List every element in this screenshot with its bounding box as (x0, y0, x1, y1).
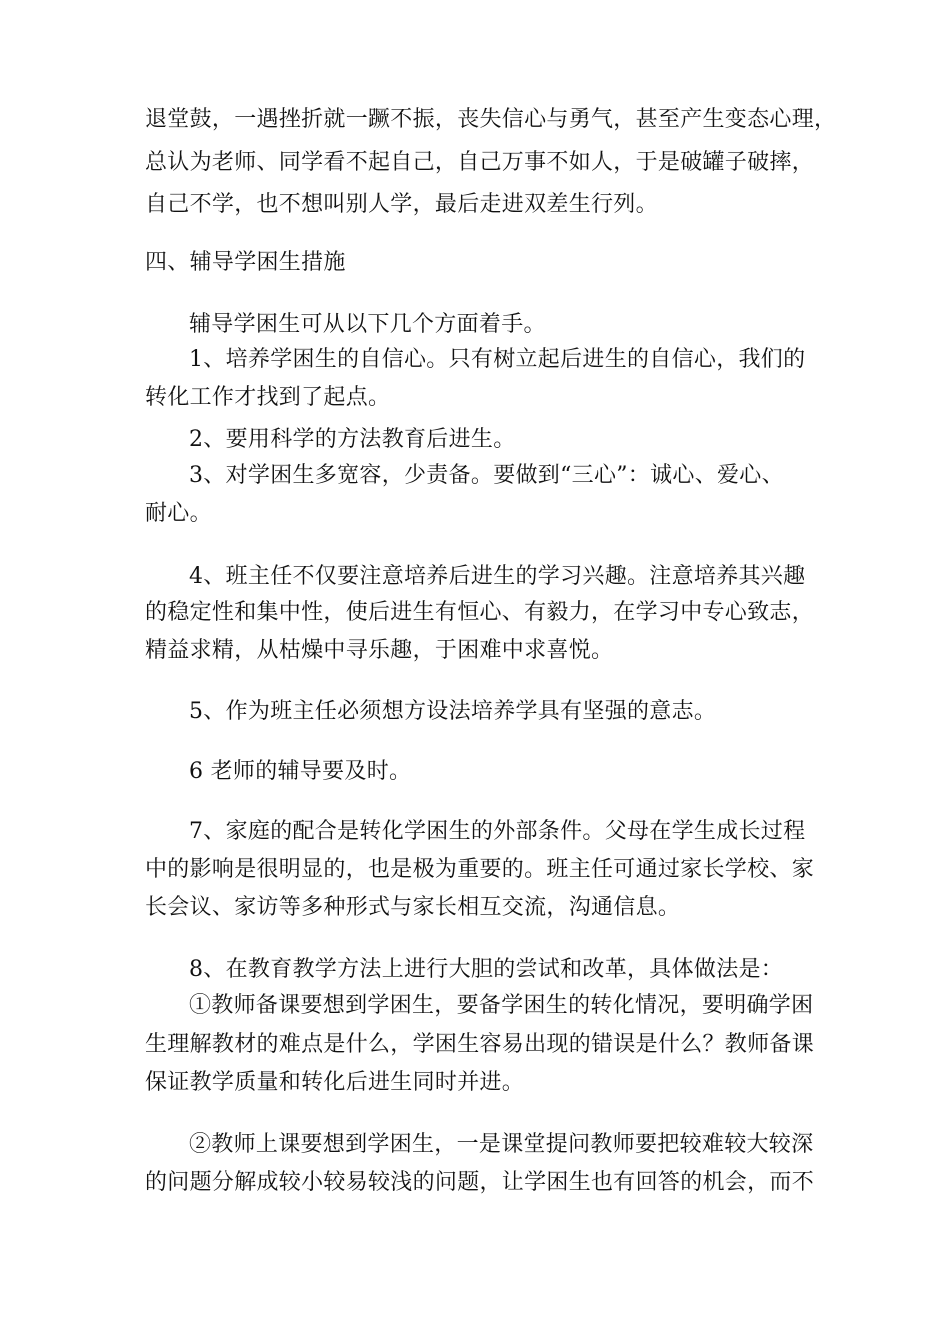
text-line: 总认为老师、同学看不起自己，自己万事不如人，于是破罐子破摔， (145, 150, 815, 175)
text-line: 生理解教材的难点是什么，学困生容易出现的错误是什么？教师备课 (145, 1032, 815, 1057)
text-line: 辅导学困生可从以下几个方面着手。 (189, 312, 546, 337)
text-line: 退堂鼓，一遇挫折就一蹶不振，丧失信心与勇气，甚至产生变态心理， (145, 107, 837, 132)
text-line: 自己不学，也不想叫别人学，最后走进双差生行列。 (145, 192, 658, 217)
text-line: 8、在教育教学方法上进行大胆的尝试和改革，具体做法是： (189, 957, 784, 982)
text-line: 6 老师的辅导要及时。 (189, 759, 412, 784)
text-line: 转化工作才找到了起点。 (145, 385, 391, 410)
text-line: 3、对学困生多宽容，少责备。要做到“三心”：诚心、爱心、 (189, 463, 784, 488)
section-heading: 四、辅导学困生措施 (145, 250, 346, 275)
text-line: ①教师备课要想到学困生，要备学困生的转化情况，要明确学困 (189, 993, 814, 1018)
text-line: ②教师上课要想到学困生，一是课堂提问教师要把较难较大较深 (189, 1132, 814, 1157)
text-line: 7、家庭的配合是转化学困生的外部条件。父母在学生成长过程 (189, 819, 806, 844)
text-line: 2、要用科学的方法教育后进生。 (189, 427, 516, 452)
text-line: 的问题分解成较小较易较浅的问题，让学困生也有回答的机会，而不 (145, 1170, 815, 1195)
text-line: 耐心。 (145, 501, 212, 526)
text-line: 长会议、家访等多种形式与家长相互交流，沟通信息。 (145, 895, 681, 920)
text-line: 的稳定性和集中性，使后进生有恒心、有毅力，在学习中专心致志， (145, 600, 815, 625)
text-line: 精益求精，从枯燥中寻乐趣，于困难中求喜悦。 (145, 638, 614, 663)
text-line: 1、培养学困生的自信心。只有树立起后进生的自信心，我们的 (189, 347, 806, 372)
text-line: 保证教学质量和转化后进生同时并进。 (145, 1070, 525, 1095)
text-line: 5、作为班主任必须想方设法培养学具有坚强的意志。 (189, 699, 717, 724)
text-line: 4、班主任不仅要注意培养后进生的学习兴趣。注意培养其兴趣 (189, 564, 806, 589)
text-line: 中的影响是很明显的，也是极为重要的。班主任可通过家长学校、家 (145, 857, 815, 882)
